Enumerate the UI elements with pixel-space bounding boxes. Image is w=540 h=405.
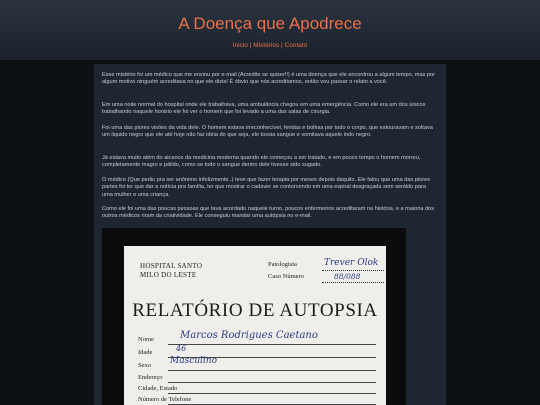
post-content: [94, 64, 446, 405]
name-label: Nome: [138, 336, 154, 343]
case-number-label: Caso Número: [268, 273, 304, 280]
case-number-value: 88/088: [334, 272, 361, 281]
nav-link-inicio[interactable]: Inicio: [232, 42, 248, 49]
sex-line: [168, 370, 376, 371]
pathologist-line: [322, 270, 384, 271]
nav-separator: |: [279, 42, 285, 49]
pathologist-value: Trever Olok: [324, 258, 379, 268]
name-line: [168, 344, 376, 345]
hospital-name: HOSPITAL SANTO MILO DO LESTE: [140, 262, 203, 279]
post-paragraph: Esse mistério foi um médico que me enviou por e-mail (Acredite se quiser!!) é uma doença que ele encontrou a algum tempo, mas por algum motivo ninguém acreditava no que ele dizia! É óbvio que nós acreditamos, então vou passar o relato a você.: [102, 72, 435, 86]
post-paragraph: O médico (Que pediu pra ser anônimo infelizmente..) teve que fazer terapia por meses depois daquilo. Ele falou que uma das piores partes foi ter que dar a notícia pra família, ter que mostrar o cadaver se contorcendo em uma espiral desgraçada sem sentido para uma mulher e uma criança.: [102, 177, 431, 198]
address-label: Endereço: [138, 374, 163, 381]
sex-value: Masculino: [170, 356, 218, 366]
address-line: [168, 382, 376, 383]
site-header: [0, 0, 540, 60]
autopsy-report-image: [102, 228, 406, 405]
city-state-label: Cidade, Estado: [138, 385, 178, 392]
post-paragraph: Como ele foi uma das poucas pessoas que tava acordado naquele turno, poucos enfermeiros acreditaram na história, e a maioria dos outros médicos riram da criatividade. Ele conseguiu mandar uma autópsia no e-mail.: [102, 206, 435, 220]
city-state-line: [168, 393, 376, 394]
age-label: Idade: [138, 349, 153, 356]
nav-link-misterios[interactable]: Mistérios: [253, 42, 280, 49]
post-paragraph: Já estava muito além do alcance da medicina moderna quando ele começou a ser tratado, e em pouco tempo o homem morreu, completamente magro e pálido, como se todo o sangue dentro dele tivesse sido sugado.: [102, 155, 421, 169]
report-title: RELATÓRIO DE AUTOPSIA: [132, 300, 378, 321]
main-nav: [0, 42, 540, 49]
nav-link-contato[interactable]: Contato: [284, 42, 308, 49]
nav-separator: |: [247, 42, 254, 49]
autopsy-report-document: [124, 246, 386, 405]
phone-label: Número de Telefone: [138, 396, 192, 403]
name-value: Marcos Rodrigues Caetano: [180, 330, 318, 341]
case-number-line: [322, 282, 384, 283]
pathologist-label: Patologista: [268, 261, 297, 268]
site-title[interactable]: A Doença que Apodrece: [178, 14, 362, 33]
post-paragraph: Foi uma das piores visões da vida dele. O homem estava irreconhecível, feridas e bolhas por todo o corpo, que estouravam e soltava um liquido negro que ele até hoje não faz idéia do que seja, ele tossia sangue e vomitava aquele lodo negro.: [102, 125, 433, 139]
sex-label: Sexo: [138, 362, 151, 369]
post-paragraph: Em uma noite normal do hospital onde ele trabalhava, uma ambulância chegou em uma emergência. Como ele era um dos únicos trabalhando naquele horário ele foi ver o homem que foi levado a uma das salas de cirurgia.: [102, 102, 426, 116]
age-value: 46: [176, 344, 187, 353]
